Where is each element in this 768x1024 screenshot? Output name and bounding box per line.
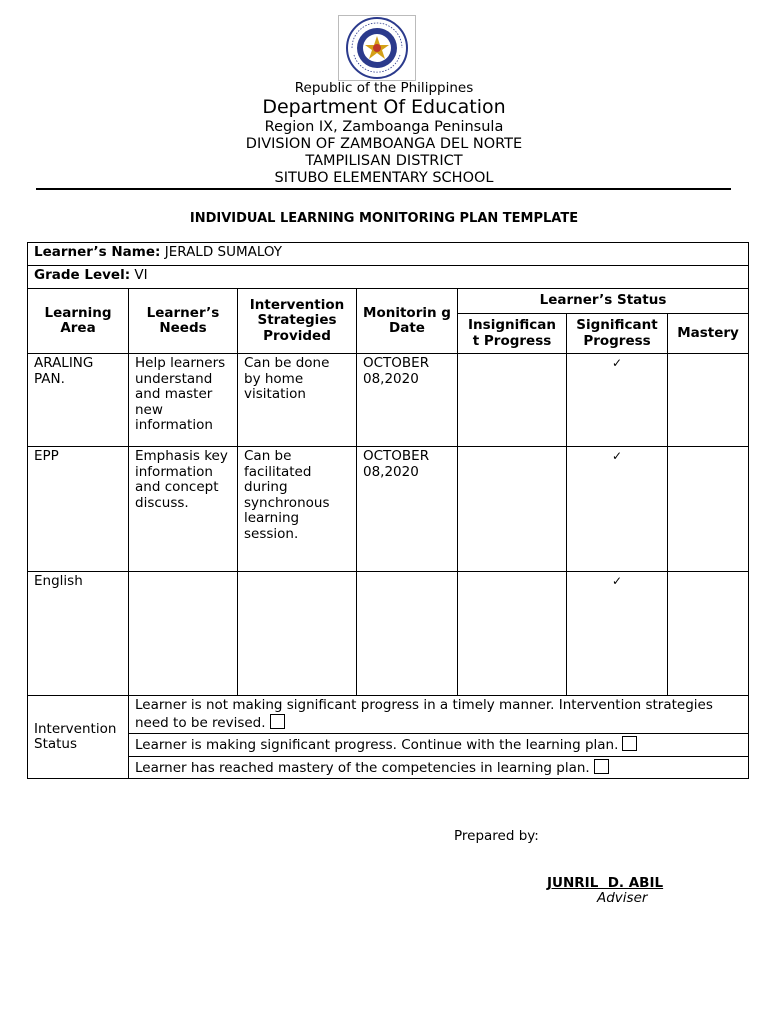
header-significant-progress: Significant Progress xyxy=(567,314,668,354)
table-row xyxy=(28,354,749,447)
region-line: Region IX, Zamboanga Peninsula xyxy=(264,119,504,135)
cell-intervention-strategy: Can be facilitated during synchronous learning session. xyxy=(238,447,357,572)
header-intervention-strategies: Intervention Strategies Provided xyxy=(238,289,357,354)
header-learners-needs: Learner’s Needs xyxy=(129,289,238,354)
checkbox-icon[interactable] xyxy=(270,714,285,729)
grade-level-value: VI xyxy=(134,267,148,283)
intervention-option-continue xyxy=(129,734,749,757)
checkbox-icon[interactable] xyxy=(622,736,637,751)
signer-title: Adviser xyxy=(597,890,648,906)
cell-intervention-strategy xyxy=(238,572,357,696)
cell-learners-needs xyxy=(129,572,238,696)
school-line: SITUBO ELEMENTARY SCHOOL xyxy=(274,170,494,186)
cell-monitoring-date xyxy=(357,572,458,696)
cell-learning-area: EPP xyxy=(28,447,129,572)
division-line: DIVISION OF ZAMBOANGA DEL NORTE xyxy=(245,136,523,152)
republic-line: Republic of the Philippines xyxy=(294,80,474,96)
cell-learning-area: English xyxy=(28,572,129,696)
cell-monitoring-date: OCTOBER 08,2020 xyxy=(357,354,458,447)
grade-level-row xyxy=(28,266,749,289)
table-row xyxy=(28,572,749,696)
learner-name-row xyxy=(28,243,749,266)
check-icon: ✓ xyxy=(567,572,668,696)
header-learning-area: Learning Area xyxy=(28,289,129,354)
intervention-option-text: Learner is making significant progress. Continue with the learning plan. xyxy=(135,737,619,753)
checkbox-icon[interactable] xyxy=(594,759,609,774)
intervention-option-revise xyxy=(129,696,749,734)
header-divider xyxy=(36,188,731,190)
intervention-option-mastery xyxy=(129,756,749,779)
monitoring-plan-table xyxy=(27,242,749,779)
learner-name-label: Learner’s Name: xyxy=(34,244,161,260)
grade-level-label: Grade Level: xyxy=(34,267,131,283)
cell-insignificant-progress xyxy=(458,572,567,696)
learner-name-value: JERALD SUMALOY xyxy=(164,244,283,260)
table-row xyxy=(28,447,749,572)
header-monitoring-date: Monitorin g Date xyxy=(357,289,458,354)
prepared-by-label: Prepared by: xyxy=(454,828,539,844)
cell-mastery xyxy=(668,572,749,696)
intervention-option-text: Learner is not making significant progress in a timely manner. Intervention strategies need to be revised. xyxy=(135,697,713,731)
cell-mastery xyxy=(668,447,749,572)
cell-insignificant-progress xyxy=(458,447,567,572)
cell-learners-needs: Emphasis key information and concept discuss. xyxy=(129,447,238,572)
check-icon: ✓ xyxy=(567,354,668,447)
district-line: TAMPILISAN DISTRICT xyxy=(305,153,463,169)
header-mastery: Mastery xyxy=(668,314,749,354)
department-line: Department Of Education xyxy=(262,96,506,118)
header-learners-status: Learner’s Status xyxy=(458,289,749,314)
cell-monitoring-date: OCTOBER 08,2020 xyxy=(357,447,458,572)
cell-intervention-strategy: Can be done by home visitation xyxy=(238,354,357,447)
cell-mastery xyxy=(668,354,749,447)
check-icon: ✓ xyxy=(567,447,668,572)
cell-learning-area: ARALING PAN. xyxy=(28,354,129,447)
intervention-option-text: Learner has reached mastery of the competencies in learning plan. xyxy=(135,759,590,776)
deped-seal-logo xyxy=(338,15,416,81)
intervention-status-label: Intervention Status xyxy=(28,696,129,779)
document-title: INDIVIDUAL LEARNING MONITORING PLAN TEMPLATE xyxy=(189,211,579,226)
cell-insignificant-progress xyxy=(458,354,567,447)
header-insignificant-progress: Insignifican t Progress xyxy=(458,314,567,354)
signer-name: JUNRIL D. ABIL xyxy=(547,875,664,891)
cell-learners-needs: Help learners understand and master new information xyxy=(129,354,238,447)
